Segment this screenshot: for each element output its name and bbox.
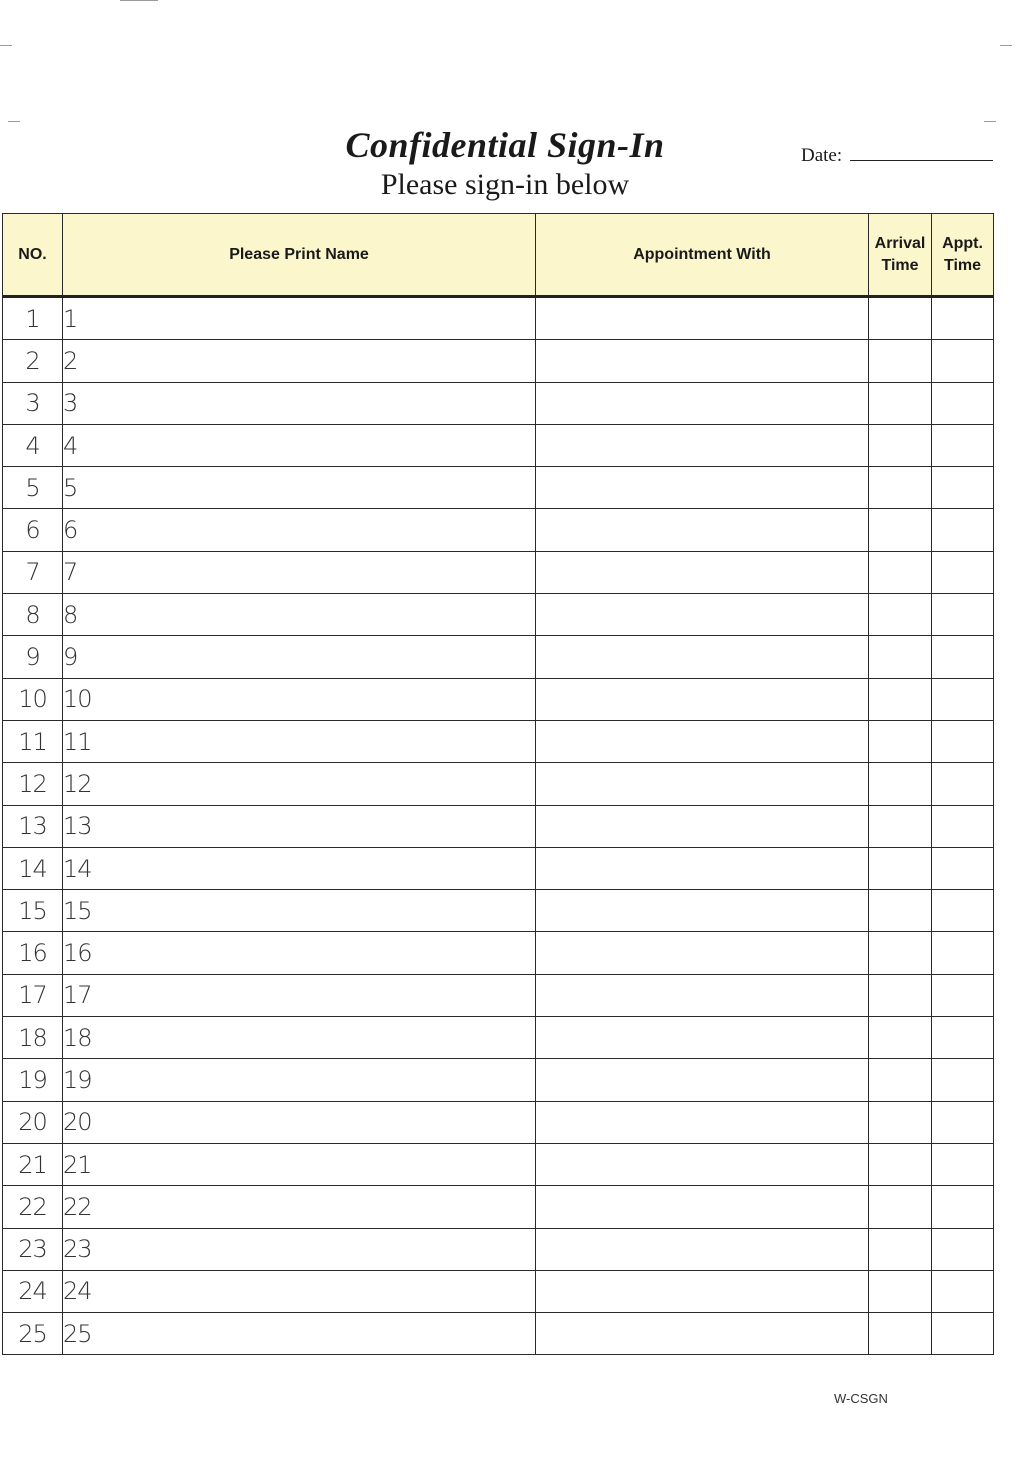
appointment-with-cell[interactable] [536, 1313, 869, 1355]
crop-mark [984, 121, 996, 122]
row-number-cell: 14 [3, 847, 63, 889]
row-number-cell: 11 [3, 720, 63, 762]
table-row [3, 551, 994, 593]
arrival-time-cell[interactable] [869, 636, 932, 678]
form-title: Confidential Sign-In [345, 125, 665, 165]
arrival-time-cell[interactable] [869, 424, 932, 466]
table-row [3, 847, 994, 889]
appt-time-cell[interactable] [932, 847, 994, 889]
form-code: W-CSGN [834, 1391, 888, 1406]
row-number-cell: 7 [3, 551, 63, 593]
appointment-with-cell[interactable] [536, 678, 869, 720]
appt-time-cell[interactable] [932, 382, 994, 424]
arrival-time-cell[interactable] [869, 509, 932, 551]
row-number-cell: 5 [3, 467, 63, 509]
name-cell[interactable]: 22 [63, 1186, 536, 1228]
appt-time-cell[interactable] [932, 1186, 994, 1228]
appointment-with-cell[interactable] [536, 636, 869, 678]
row-number-cell: 1 [3, 297, 63, 340]
name-cell[interactable]: 6 [63, 509, 536, 551]
row-number-cell: 25 [3, 1313, 63, 1355]
arrival-time-cell[interactable] [869, 974, 932, 1016]
name-cell[interactable]: 17 [63, 974, 536, 1016]
arrival-time-cell[interactable] [869, 1143, 932, 1185]
appt-time-cell[interactable] [932, 678, 994, 720]
row-number-cell: 12 [3, 763, 63, 805]
table-row [3, 932, 994, 974]
appointment-with-cell[interactable] [536, 594, 869, 636]
row-number-cell: 20 [3, 1101, 63, 1143]
arrival-time-cell[interactable] [869, 594, 932, 636]
arrival-time-cell[interactable] [869, 340, 932, 382]
table-row [3, 1101, 994, 1143]
header-appt-time [932, 214, 994, 297]
row-number-cell: 23 [3, 1228, 63, 1270]
table-row [3, 678, 994, 720]
appointment-with-cell[interactable] [536, 1270, 869, 1312]
appointment-with-cell[interactable] [536, 932, 869, 974]
name-cell[interactable]: 14 [63, 847, 536, 889]
arrival-time-cell[interactable] [869, 1186, 932, 1228]
appt-time-cell[interactable] [932, 509, 994, 551]
appointment-with-cell[interactable] [536, 382, 869, 424]
header-arrival-line2: Time [881, 256, 919, 274]
name-cell[interactable]: 11 [63, 720, 536, 762]
table-row [3, 763, 994, 805]
date-field-line [850, 160, 993, 161]
arrival-time-cell[interactable] [869, 678, 932, 720]
table-row [3, 636, 994, 678]
table-header-row [3, 214, 994, 297]
header-arrival-line1: Arrival [874, 234, 926, 252]
name-cell[interactable]: 25 [63, 1313, 536, 1355]
appointment-with-cell[interactable] [536, 509, 869, 551]
appointment-with-cell[interactable] [536, 763, 869, 805]
appointment-with-cell[interactable] [536, 1059, 869, 1101]
table-row [3, 509, 994, 551]
table-row [3, 1270, 994, 1312]
appt-time-cell[interactable] [932, 974, 994, 1016]
name-cell[interactable]: 2 [63, 340, 536, 382]
row-number-cell: 8 [3, 594, 63, 636]
header-appt-line2: Time [943, 256, 982, 274]
row-number-cell: 16 [3, 932, 63, 974]
table-row [3, 720, 994, 762]
table-row [3, 974, 994, 1016]
table-row [3, 1017, 994, 1059]
header-appt-line1: Appt. [942, 234, 983, 252]
appt-time-cell[interactable] [932, 1101, 994, 1143]
arrival-time-cell[interactable] [869, 1059, 932, 1101]
appt-time-cell[interactable] [932, 1228, 994, 1270]
arrival-time-cell[interactable] [869, 847, 932, 889]
arrival-time-cell[interactable] [869, 720, 932, 762]
appt-time-cell[interactable] [932, 1313, 994, 1355]
name-cell[interactable]: 3 [63, 382, 536, 424]
crop-mark [1000, 45, 1012, 46]
name-cell[interactable]: 20 [63, 1101, 536, 1143]
appointment-with-cell[interactable] [536, 1017, 869, 1059]
arrival-time-cell[interactable] [869, 890, 932, 932]
header-name: Please Print Name [63, 214, 536, 297]
appt-time-cell[interactable] [932, 1270, 994, 1312]
row-number-cell: 13 [3, 805, 63, 847]
table-row [3, 1143, 994, 1185]
appointment-with-cell[interactable] [536, 551, 869, 593]
table-row [3, 1186, 994, 1228]
table-row [3, 340, 994, 382]
name-cell[interactable]: 21 [63, 1143, 536, 1185]
arrival-time-cell[interactable] [869, 1228, 932, 1270]
appt-time-cell[interactable] [932, 467, 994, 509]
row-number-cell: 15 [3, 890, 63, 932]
appt-time-cell[interactable] [932, 636, 994, 678]
arrival-time-cell[interactable] [869, 1101, 932, 1143]
appt-time-cell[interactable] [932, 763, 994, 805]
arrival-time-cell[interactable] [869, 297, 932, 340]
row-number-cell: 17 [3, 974, 63, 1016]
appt-time-cell[interactable] [932, 1143, 994, 1185]
arrival-time-cell[interactable] [869, 805, 932, 847]
appt-time-cell[interactable] [932, 932, 994, 974]
arrival-time-cell[interactable] [869, 1270, 932, 1312]
appt-time-cell[interactable] [932, 720, 994, 762]
date-label: Date: [801, 145, 843, 166]
appointment-with-cell[interactable] [536, 1101, 869, 1143]
row-number-cell: 21 [3, 1143, 63, 1185]
name-cell[interactable]: 4 [63, 424, 536, 466]
name-cell[interactable]: 15 [63, 890, 536, 932]
name-cell[interactable]: 10 [63, 678, 536, 720]
arrival-time-cell[interactable] [869, 551, 932, 593]
row-number-cell: 18 [3, 1017, 63, 1059]
form-subtitle: Please sign-in below [380, 168, 630, 201]
appt-time-cell[interactable] [932, 297, 994, 340]
name-cell[interactable]: 13 [63, 805, 536, 847]
appt-time-cell[interactable] [932, 424, 994, 466]
table-row [3, 424, 994, 466]
arrival-time-cell[interactable] [869, 932, 932, 974]
arrival-time-cell[interactable] [869, 763, 932, 805]
arrival-time-cell[interactable] [869, 467, 932, 509]
appointment-with-cell[interactable] [536, 467, 869, 509]
table-row [3, 467, 994, 509]
header-appointment: Appointment With [536, 214, 869, 297]
table-row [3, 805, 994, 847]
appointment-with-cell[interactable] [536, 974, 869, 1016]
sign-in-table [2, 213, 994, 1355]
row-number-cell: 22 [3, 1186, 63, 1228]
table-row [3, 1059, 994, 1101]
arrival-time-cell[interactable] [869, 1313, 932, 1355]
name-cell[interactable]: 23 [63, 1228, 536, 1270]
crop-mark [0, 45, 12, 46]
appt-time-cell[interactable] [932, 1017, 994, 1059]
appt-time-cell[interactable] [932, 551, 994, 593]
row-number-cell: 2 [3, 340, 63, 382]
appointment-with-cell[interactable] [536, 720, 869, 762]
name-cell[interactable]: 7 [63, 551, 536, 593]
appointment-with-cell[interactable] [536, 1186, 869, 1228]
appointment-with-cell[interactable] [536, 1143, 869, 1185]
row-number-cell: 6 [3, 509, 63, 551]
appt-time-cell[interactable] [932, 594, 994, 636]
name-cell[interactable]: 12 [63, 763, 536, 805]
appointment-with-cell[interactable] [536, 890, 869, 932]
appt-time-cell[interactable] [932, 1059, 994, 1101]
name-cell[interactable]: 19 [63, 1059, 536, 1101]
appointment-with-cell[interactable] [536, 1228, 869, 1270]
table-row [3, 382, 994, 424]
appt-time-cell[interactable] [932, 805, 994, 847]
row-number-cell: 10 [3, 678, 63, 720]
arrival-time-cell[interactable] [869, 1017, 932, 1059]
appointment-with-cell[interactable] [536, 297, 869, 340]
row-number-cell: 9 [3, 636, 63, 678]
table-row [3, 297, 994, 340]
name-cell[interactable]: 16 [63, 932, 536, 974]
row-number-cell: 3 [3, 382, 63, 424]
name-cell[interactable]: 18 [63, 1017, 536, 1059]
table-row [3, 890, 994, 932]
header-no: NO. [3, 214, 63, 297]
appointment-with-cell[interactable] [536, 847, 869, 889]
appointment-with-cell[interactable] [536, 340, 869, 382]
row-number-cell: 24 [3, 1270, 63, 1312]
header-arrival-time [869, 214, 932, 297]
table-row [3, 1228, 994, 1270]
table-row [3, 1313, 994, 1355]
row-number-cell: 19 [3, 1059, 63, 1101]
name-cell[interactable]: 24 [63, 1270, 536, 1312]
appt-time-cell[interactable] [932, 340, 994, 382]
appointment-with-cell[interactable] [536, 805, 869, 847]
name-cell[interactable]: 5 [63, 467, 536, 509]
name-cell[interactable]: 8 [63, 594, 536, 636]
name-cell[interactable]: 1 [63, 297, 536, 340]
crop-mark [120, 0, 158, 1]
crop-mark [8, 121, 20, 122]
appointment-with-cell[interactable] [536, 424, 869, 466]
name-cell[interactable]: 9 [63, 636, 536, 678]
table-row [3, 594, 994, 636]
row-number-cell: 4 [3, 424, 63, 466]
appt-time-cell[interactable] [932, 890, 994, 932]
arrival-time-cell[interactable] [869, 382, 932, 424]
